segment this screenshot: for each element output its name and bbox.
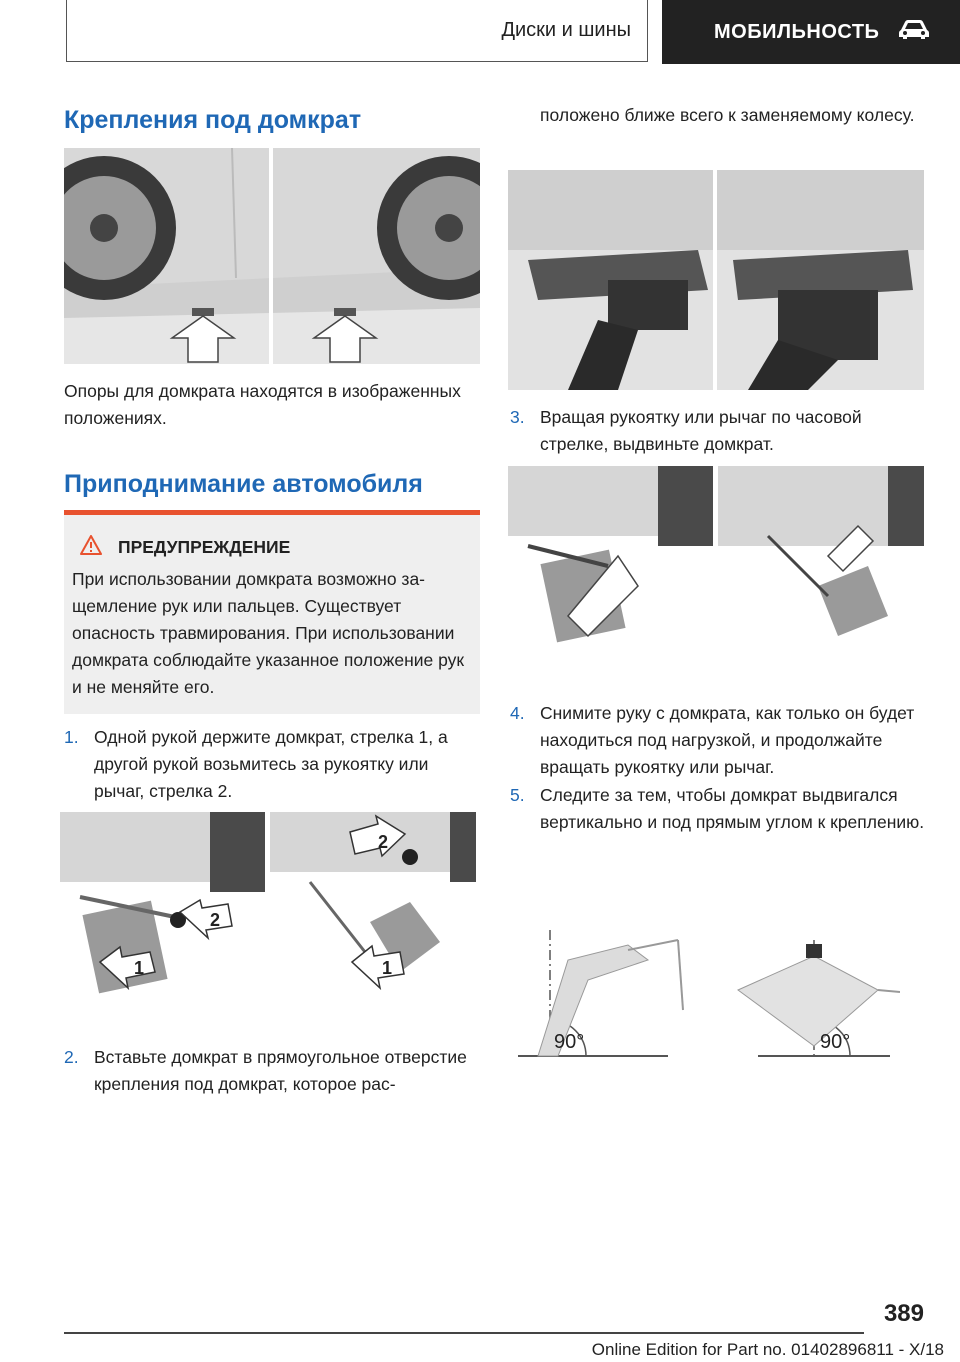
footer-divider [64,1332,864,1334]
step-2-continuation: положено ближе всего к заменяемому колесу. [540,105,915,125]
step-text: Снимите руку с домкрата, как только он будет находиться под нагрузкой, и продолжайте вращать рукоятку или рычаг. [540,703,915,777]
page-number: 389 [883,1300,924,1327]
heading-jack-points: Крепления под домкрат [64,106,362,134]
figure-jack-points [64,148,480,364]
figure-jack-placed [508,170,924,390]
step-1 [64,724,480,805]
section-tab-label: МОБИЛЬНОСТЬ [714,20,880,43]
angle-label-right: 90° [820,1031,851,1053]
step-text: Вращая рукоятку или рычаг по часовой стрелке, выдвиньте домкрат. [540,407,862,454]
angle-label-left: 90° [554,1031,585,1053]
step-number: 3. [510,407,525,427]
svg-text:1: 1 [382,958,393,978]
step-text: Вставьте домкрат в прямоугольное отверстие крепления под домкрат, которое рас- [94,1047,467,1094]
step-number: 2. [64,1047,79,1067]
svg-text:1: 1 [134,958,145,978]
figure-rotate-crank [508,466,924,656]
svg-text:2: 2 [378,832,389,852]
step-3 [510,404,926,458]
warning-triangle-icon [80,535,118,560]
figure-right-angle [508,920,900,1070]
figure-hold-jack [60,812,476,1002]
step-number: 1. [64,727,79,747]
jack-points-caption: Опоры для домкрата находятся в изображенных положениях. [64,381,461,428]
step-text: Следите за тем, чтобы домкрат выдвигался вертикально и под прямым углом к креплению. [540,785,925,832]
warning-title [72,535,470,560]
step-5 [510,782,926,836]
step-number: 4. [510,703,525,723]
warning-title-text: ПРЕДУПРЕЖДЕНИЕ [118,537,291,557]
step-2 [64,1044,480,1098]
step-text: Одной рукой держите домкрат, стрелка 1, а другой рукой возьмитесь за рукоятку или рычаг, стрелка 2. [94,727,448,801]
heading-raising-vehicle: Приподнимание автомобиля [64,470,423,498]
svg-text:2: 2 [210,910,221,930]
step-number: 5. [510,785,525,805]
car-icon [897,18,931,46]
warning-box [64,510,480,714]
warning-text: При использовании домкрата возможно защемление рук или пальцев. Существует опасность травмирования. При использовании домкрата соблюдайте указанное положение рук и не меняйте его. [72,569,465,697]
chapter-tab-label: Диски и шины [501,19,631,41]
step-4 [510,700,926,781]
section-tab [662,0,960,64]
footer-edition: Online Edition for Part no. 01402896811 - X/18 [591,1340,944,1359]
chapter-tab [66,0,648,62]
